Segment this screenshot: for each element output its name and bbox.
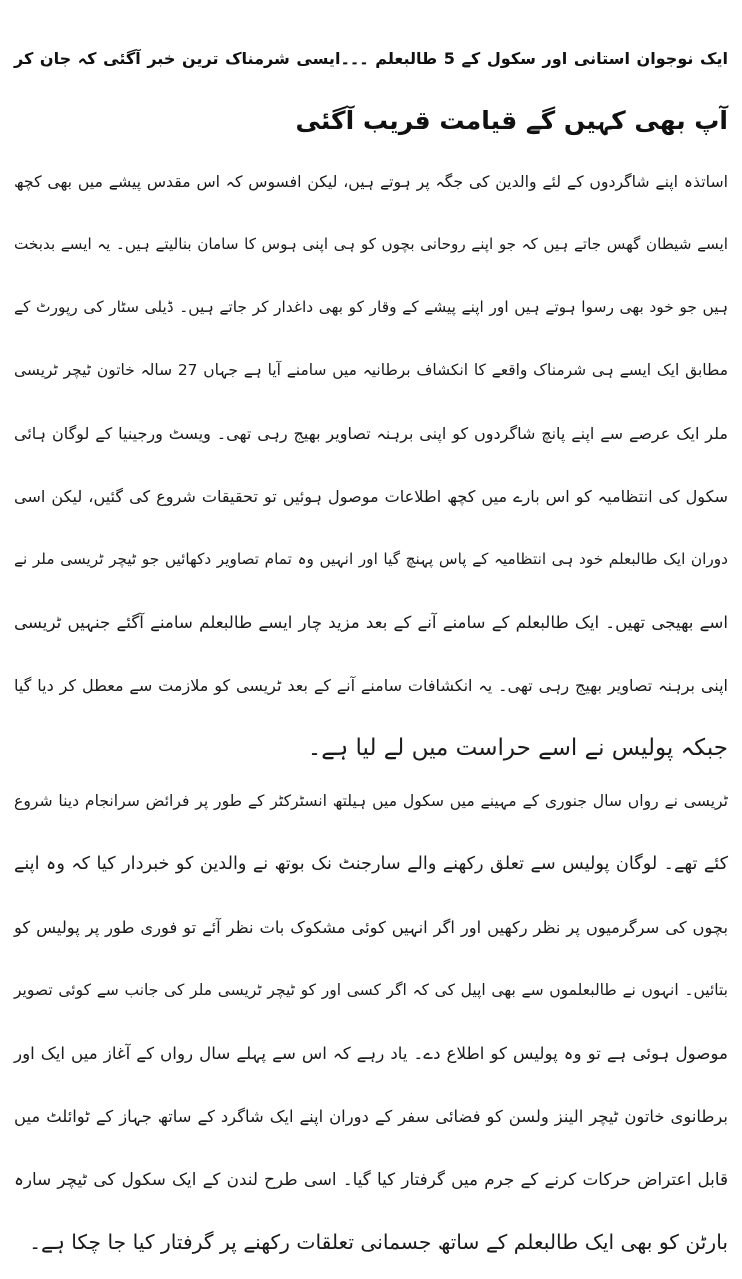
- paragraph-line: بچوں کی سرگرمیوں پر نظر رکھیں اور اگر انہیں کوئی مشکوک بات نظر آئے تو فوری طور پر پولیس کو: [14, 918, 728, 937]
- paragraph-line: برطانوی خاتون ٹیچر الینز ولسن کو فضائی سفر کے دوران اپنے ایک شاگرد کے ساتھ جہاز کے ٹوائلٹ میں: [14, 1107, 728, 1126]
- paragraph-line: جبکہ پولیس نے اسے حراست میں لے لیا ہے۔: [307, 735, 728, 761]
- paragraph-line: اپنی برہنہ تصاویر بھیج رہی تھی۔ یہ انکشافات سامنے آنے کے بعد ٹریسی کو ملازمت سے معطل کر دیا گیا: [14, 676, 728, 695]
- paragraph-line: مطابق ایک ایسے ہی شرمناک واقعے کا انکشاف برطانیہ میں سامنے آیا ہے جہاں 27 سالہ خاتون ٹیچر ٹریسی: [14, 361, 728, 379]
- paragraph-line: ملر ایک عرصے سے اپنے پانچ شاگردوں کو اپنی برہنہ تصاویر بھیج رہی تھی۔ ویسٹ ورجینیا کے لوگان ہائی: [14, 424, 728, 443]
- paragraph-line: بارٹن کو بھی ایک طالبعلم کے ساتھ جسمانی تعلقات رکھنے پر گرفتار کیا جا چکا ہے۔: [29, 1230, 728, 1254]
- article-paragraph: [14, 770, 728, 1274]
- paragraph-line: اساتذہ اپنے شاگردوں کے لئے والدین کی جگہ پر ہوتے ہیں، لیکن افسوس کہ اس مقدس پیشے میں بھی کچھ: [14, 172, 728, 191]
- paragraph-line: دوران ایک طالبعلم خود ہی انتظامیہ کے پاس پہنچ گیا اور انہیں وہ تمام تصاویر دکھائیں جو ٹیچر ٹریسی ملر نے: [14, 550, 728, 568]
- article-headline: [14, 0, 728, 152]
- headline-line: آپ بھی کہیں گے قیامت قریب آگئی: [295, 106, 728, 135]
- article-paragraph: [14, 150, 728, 780]
- paragraph-line: بتائیں۔ انہوں نے طالبعلموں سے بھی اپیل کی کہ اگر کسی اور کو ٹیچر ٹریسی ملر کی جانب سے کوئی تصویر: [14, 981, 728, 999]
- paragraph-line: سکول کی انتظامیہ کو اس بارے میں کچھ اطلاعات موصول ہوئیں تو تحقیقات شروع کی گئیں، لیکن اسی: [14, 487, 728, 506]
- paragraph-line: ایسے شیطان گھس جاتے ہیں کہ جو اپنے روحانی بچوں کو ہی اپنی ہوس کا سامان بنالیتے ہیں۔ یہ ایسے بدبخت: [14, 235, 728, 253]
- paragraph-line: کئے تھے۔ لوگان پولیس سے تعلق رکھنے والے سارجنٹ نک بوتھ نے والدین کو خبردار کیا کہ وہ اپنے: [14, 854, 728, 874]
- headline-line: ایک نوجوان استانی اور سکول کے 5 طالبعلم ۔۔۔ایسی شرمناک ترین خبر آگئی کہ جان کر: [14, 49, 729, 68]
- paragraph-line: موصول ہوئی ہے تو وہ پولیس کو اطلاع دے۔ یاد رہے کہ اس سے پہلے سال رواں کے آغاز میں ایک اور: [14, 1043, 728, 1063]
- paragraph-line: ہیں جو خود بھی رسوا ہوتے ہیں اور اپنے پیشے کے وقار کو بھی داغدار کر جاتے ہیں۔ ڈیلی سٹار کی رپورٹ کے: [14, 298, 728, 316]
- paragraph-line: ٹریسی نے رواں سال جنوری کے مہینے میں سکول میں ہیلتھ انسٹرکٹر کے طور پر فرائض سرانجام دینا شروع: [14, 792, 728, 810]
- paragraph-line: اسے بھیجی تھیں۔ ایک طالبعلم کے سامنے آنے کے بعد مزید چار ایسے طالبعلم سامنے آگئے جنہیں ٹریسی: [14, 613, 728, 632]
- article: [14, 0, 728, 1279]
- paragraph-line: قابل اعتراض حرکات کرنے کے جرم میں گرفتار کیا گیا۔ اسی طرح لندن کے ایک سکول کی ٹیچر سارہ: [14, 1169, 728, 1189]
